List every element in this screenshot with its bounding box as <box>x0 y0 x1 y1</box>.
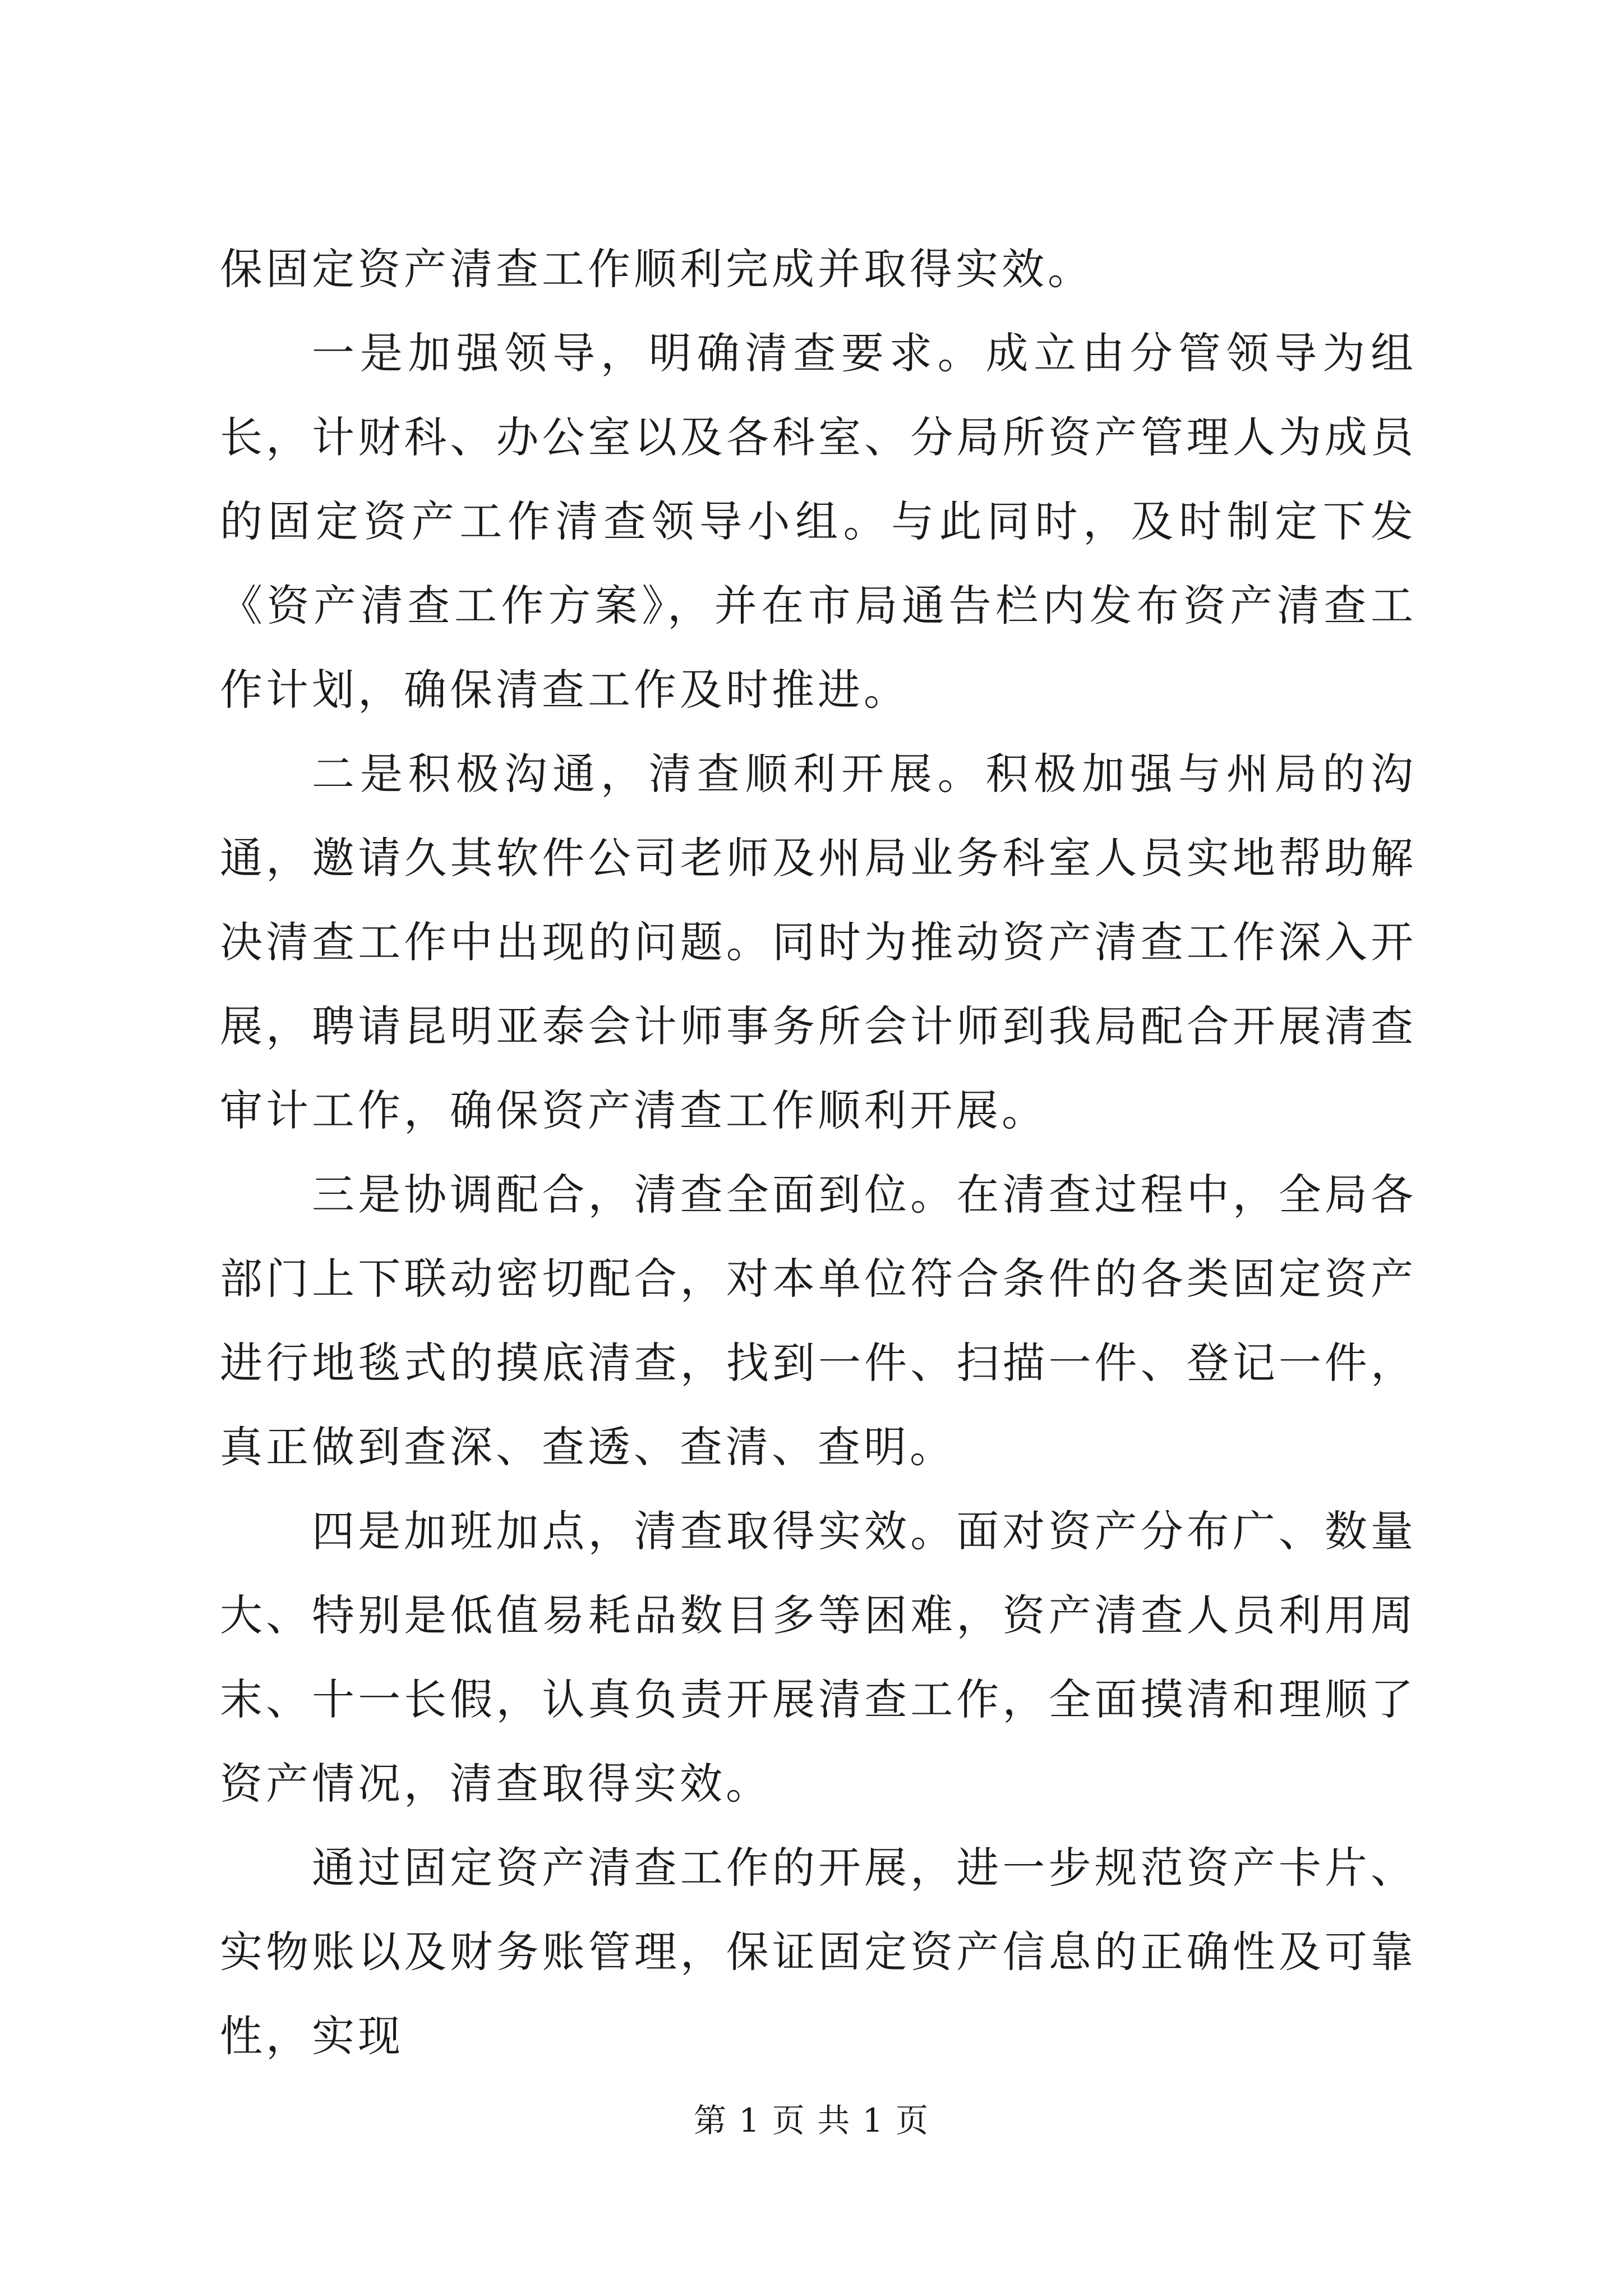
paragraph-6: 通过固定资产清查工作的开展，进一步规范资产卡片、实物账以及财务账管理，保证固定资产信息的正确性及可靠性，实现 <box>220 1843 1417 2061</box>
paragraph-3: 二是积极沟通，清查顺利开展。积极加强与州局的沟通，邀请久其软件公司老师及州局业务科室人员实地帮助解决清查工作中出现的问题。同时为推动资产清查工作深入开展，聘请昆明亚泰会计师事务所会计师到我局配合开展清查审计工作，确保资产清查工作顺利开展。 <box>220 749 1417 1135</box>
paragraph-4: 三是协调配合，清查全面到位。在清查过程中，全局各部门上下联动密切配合，对本单位符合条件的各类固定资产进行地毯式的摸底清查，找到一件、扫描一件、登记一件，真正做到查深、查透、查清、查明。 <box>220 1170 1417 1472</box>
document-body <box>220 227 1417 2078</box>
paragraph-2: 一是加强领导，明确清查要求。成立由分管领导为组长，计财科、办公室以及各科室、分局所资产管理人为成员的固定资产工作清查领导小组。与此同时，及时制定下发《资产清查工作方案》，并在市局通告栏内发布资产清查工作计划，确保清查工作及时推进。 <box>220 328 1417 715</box>
paragraph-5: 四是加班加点，清查取得实效。面对资产分布广、数量大、特别是低值易耗品数目多等困难，资产清查人员利用周末、十一长假，认真负责开展清查工作，全面摸清和理顺了资产情况，清查取得实效。 <box>220 1506 1417 1809</box>
page-footer: 第 1 页 共 1 页 <box>694 2101 929 2139</box>
paragraph-1: 保固定资产清查工作顺利完成并取得实效。 <box>220 244 1094 294</box>
